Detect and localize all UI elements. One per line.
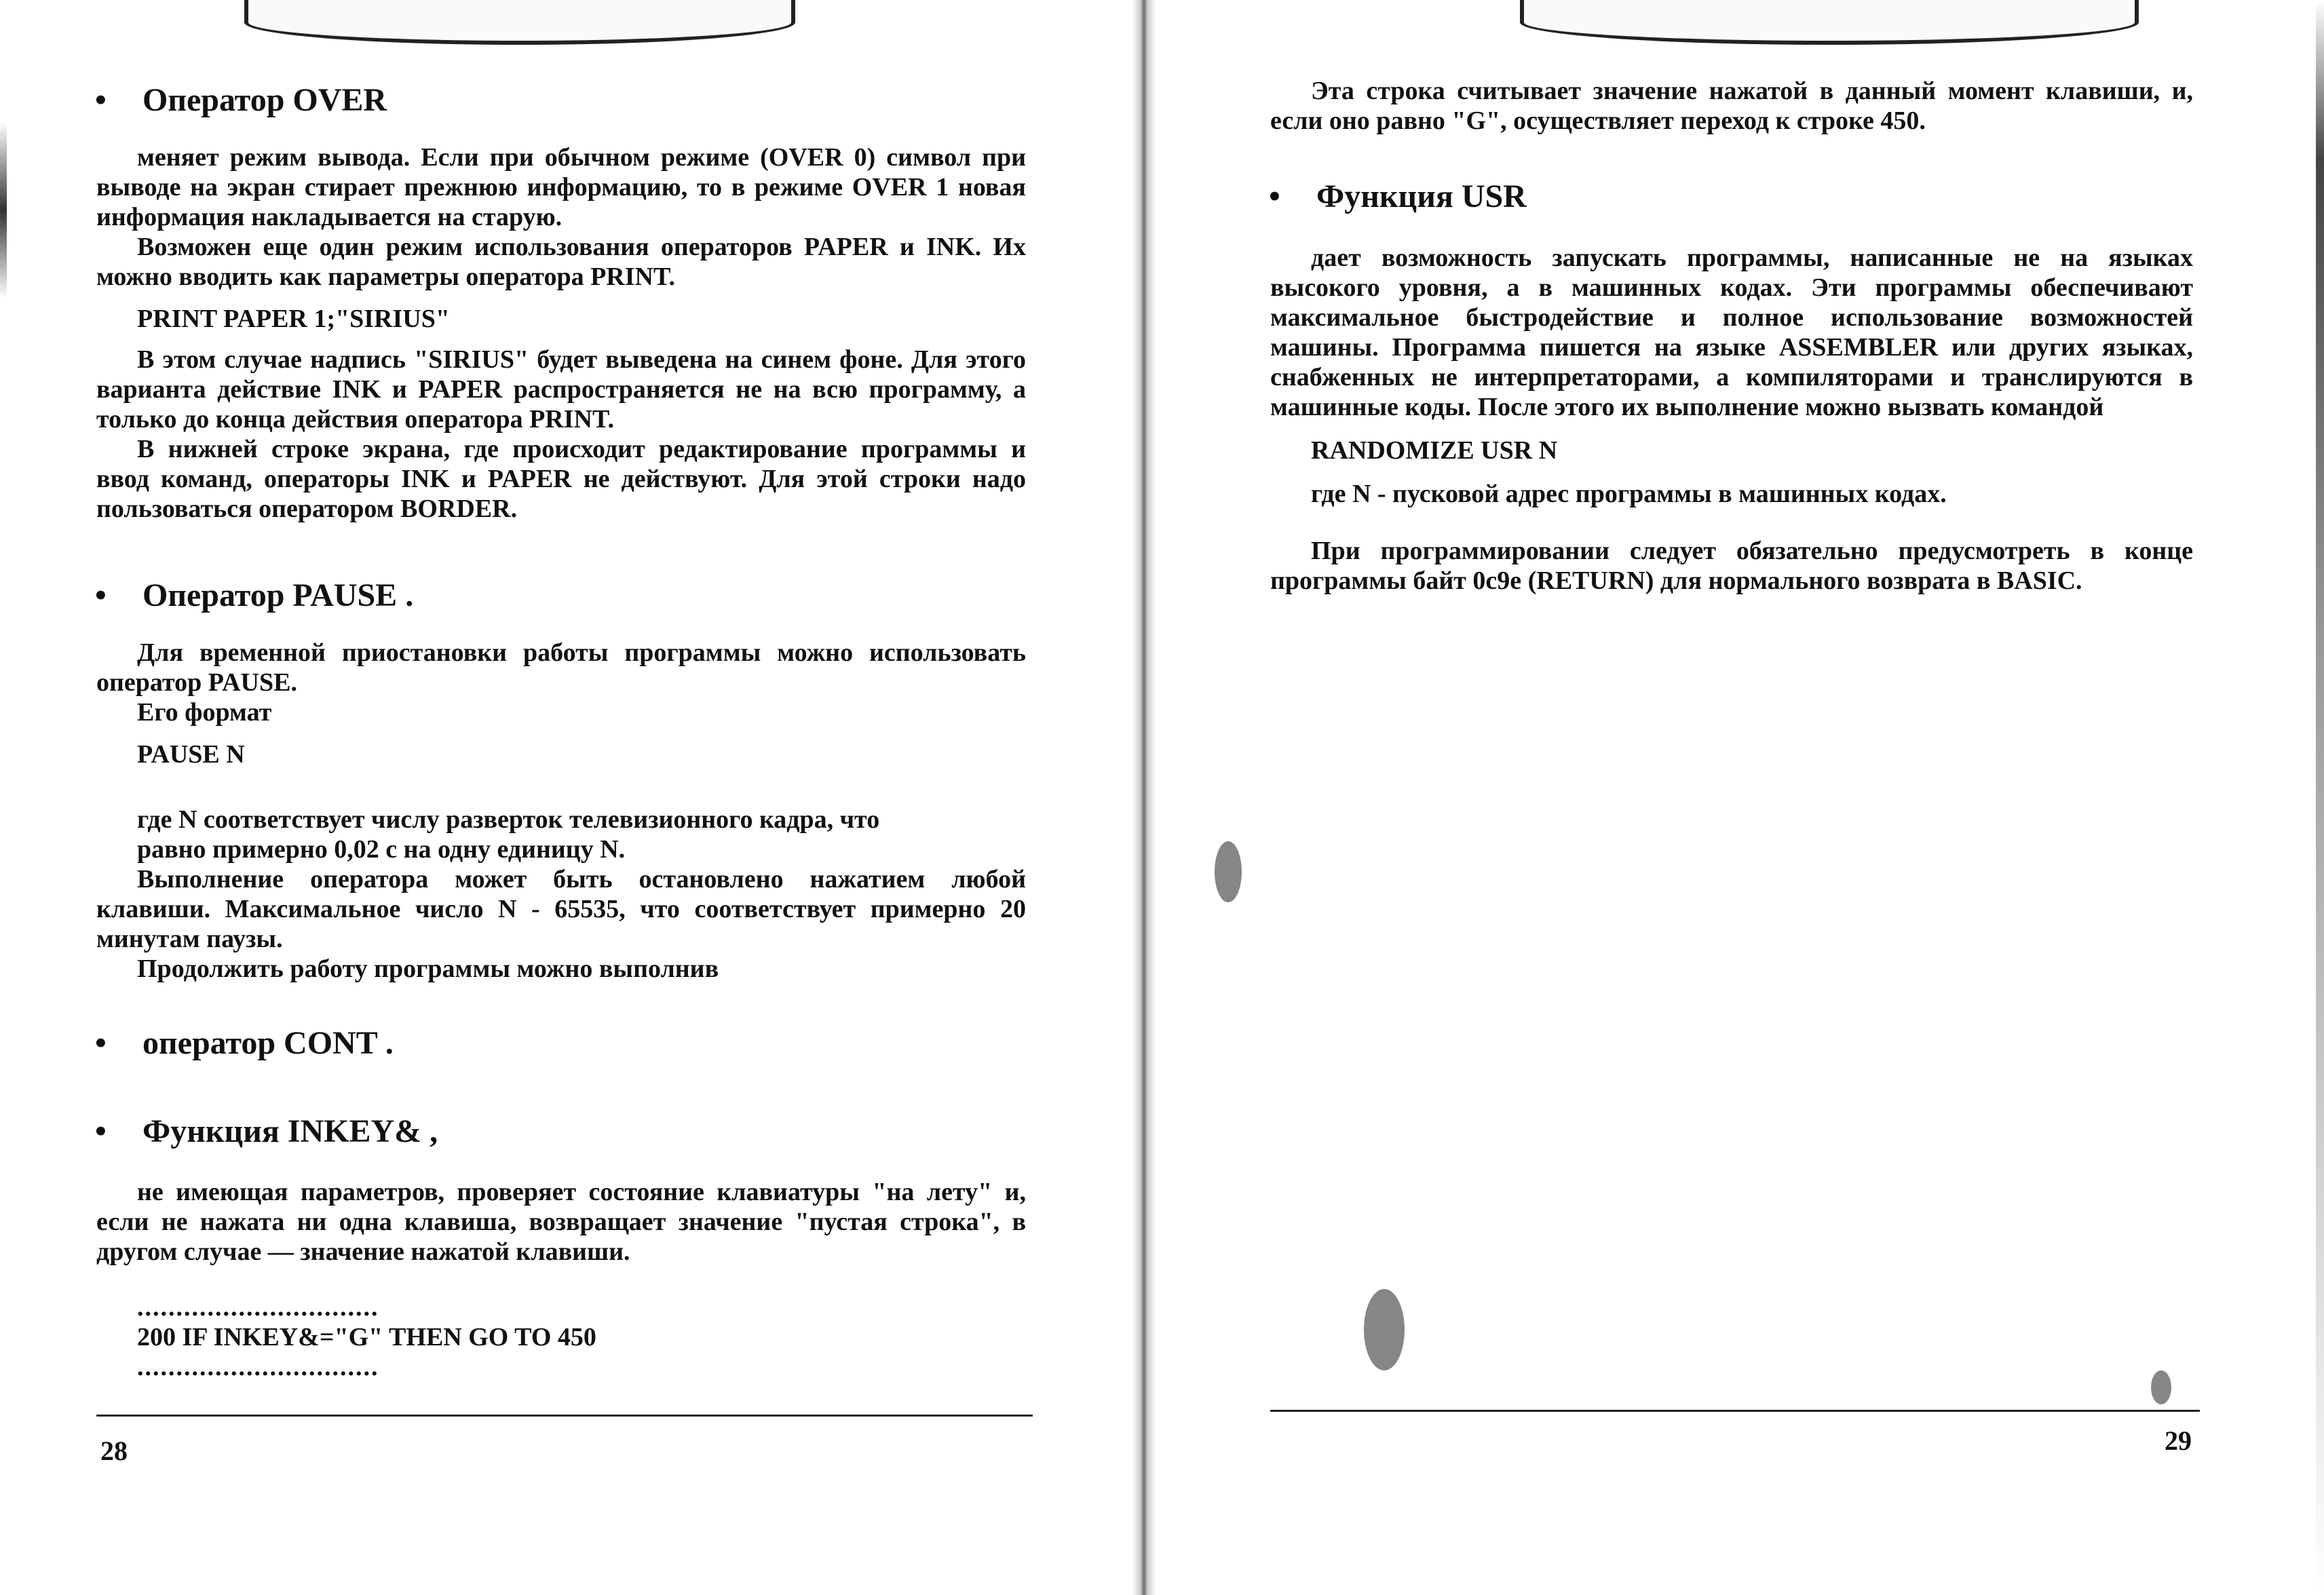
paragraph: В этом случае надпись "SIRIUS" будет выведена на синем фоне. Для этого варианта действие INK и PAPER распространяется не на всю программу, а только до конца действия оператора PRINT. xyxy=(96,345,1026,434)
paragraph: равно примерно 0,02 с на одну единицу N. xyxy=(137,835,626,864)
paragraph: Выполнение оператора может быть остановлено нажатием любой клавиши. Максимальное число N - 65535, что соответствует примерно 20 минутам паузы. xyxy=(96,865,1026,953)
section-heading-over: • Оператор OVER xyxy=(95,82,387,118)
left-page xyxy=(0,0,1140,1595)
paragraph: где N - пусковой адрес программы в машинных кодах. xyxy=(1311,480,1947,508)
paragraph: Его формат xyxy=(137,698,272,727)
dotted-line: ............................... xyxy=(137,1293,379,1322)
bullet: • xyxy=(95,1025,107,1061)
page-number: 29 xyxy=(2165,1425,2192,1456)
footer-rule xyxy=(96,1415,1033,1417)
paragraph: При программировании следует обязательно предусмотреть в конце программы байт 0с9е (RETURN) для нормального возврата в BASIC. xyxy=(1270,537,2193,595)
section-heading-usr: • Функция USR xyxy=(1269,178,1527,214)
page-number: 28 xyxy=(100,1436,128,1466)
paragraph: Для временной приостановки работы программы можно использовать оператор PAUSE. xyxy=(96,638,1026,697)
paragraph: дает возможность запускать программы, написанные не на языках высокого уровня, а в машинных кодах. Эти программы обеспечивают максимальное быстродействие и полное использование возможностей машины. Программа пишется на языке ASSEMBLER или других языках, снабженных не интерпретаторами, а компиляторами и транслируются в машинные коды. После этого их выполнение можно вызвать командой xyxy=(1270,244,2193,421)
paragraph: где N соответствует числу разверток телевизионного кадра, что xyxy=(137,805,880,834)
dotted-line: ............................... xyxy=(137,1353,379,1381)
code-line: 200 IF INKEY&="G" THEN GO TO 450 xyxy=(137,1323,596,1351)
over-section-text xyxy=(96,142,1026,524)
usr-section-text xyxy=(1270,243,2193,596)
paragraph: Продолжить работу программы можно выполнив xyxy=(137,955,719,983)
footer-rule xyxy=(1270,1410,2200,1412)
code-line: RANDOMIZE USR N xyxy=(1311,436,1558,465)
section-heading-inkey: • Функция INKEY& , xyxy=(95,1113,438,1149)
inkey-section-text xyxy=(96,1177,1026,1382)
pause-section-text xyxy=(96,638,1026,984)
bullet: • xyxy=(1269,178,1280,214)
code-line: PAUSE N xyxy=(137,740,245,769)
paragraph: не имеющая параметров, проверяет состояние клавиатуры "на лету" и, если не нажата ни одна клавиша, возвращает значение "пустая строка", в другом случае — значение нажатой клавиши. xyxy=(96,1178,1026,1266)
paragraph: Эта строка считывает значение нажатой в данный момент клавиши, и, если оно равно "G", осуществляет переход к строке 450. xyxy=(1270,77,2193,135)
bullet: • xyxy=(95,1113,107,1149)
right-page xyxy=(1154,0,2324,1595)
inkey-continuation-text xyxy=(1270,76,2193,136)
paragraph: меняет режим вывода. Если при обычном режиме (OVER 0) символ при выводе на экран стирает прежнюю информацию, то в режиме OVER 1 новая информация накладывается на старую. xyxy=(96,143,1026,231)
bullet: • xyxy=(95,577,107,613)
paragraph: Возможен еще один режим использования операторов PAPER и INK. Их можно вводить как параметры оператора PRINT. xyxy=(96,233,1026,291)
section-heading-pause: • Оператор PAUSE . xyxy=(95,577,414,613)
paragraph: В нижней строке экрана, где происходит редактирование программы и ввод команд, операторы INK и PAPER не действуют. Для этой строки надо пользоваться оператором BORDER. xyxy=(96,435,1026,523)
bullet: • xyxy=(95,82,107,118)
code-line: PRINT PAPER 1;"SIRIUS" xyxy=(137,305,450,333)
section-heading-cont: • оператор CONT . xyxy=(95,1025,394,1061)
